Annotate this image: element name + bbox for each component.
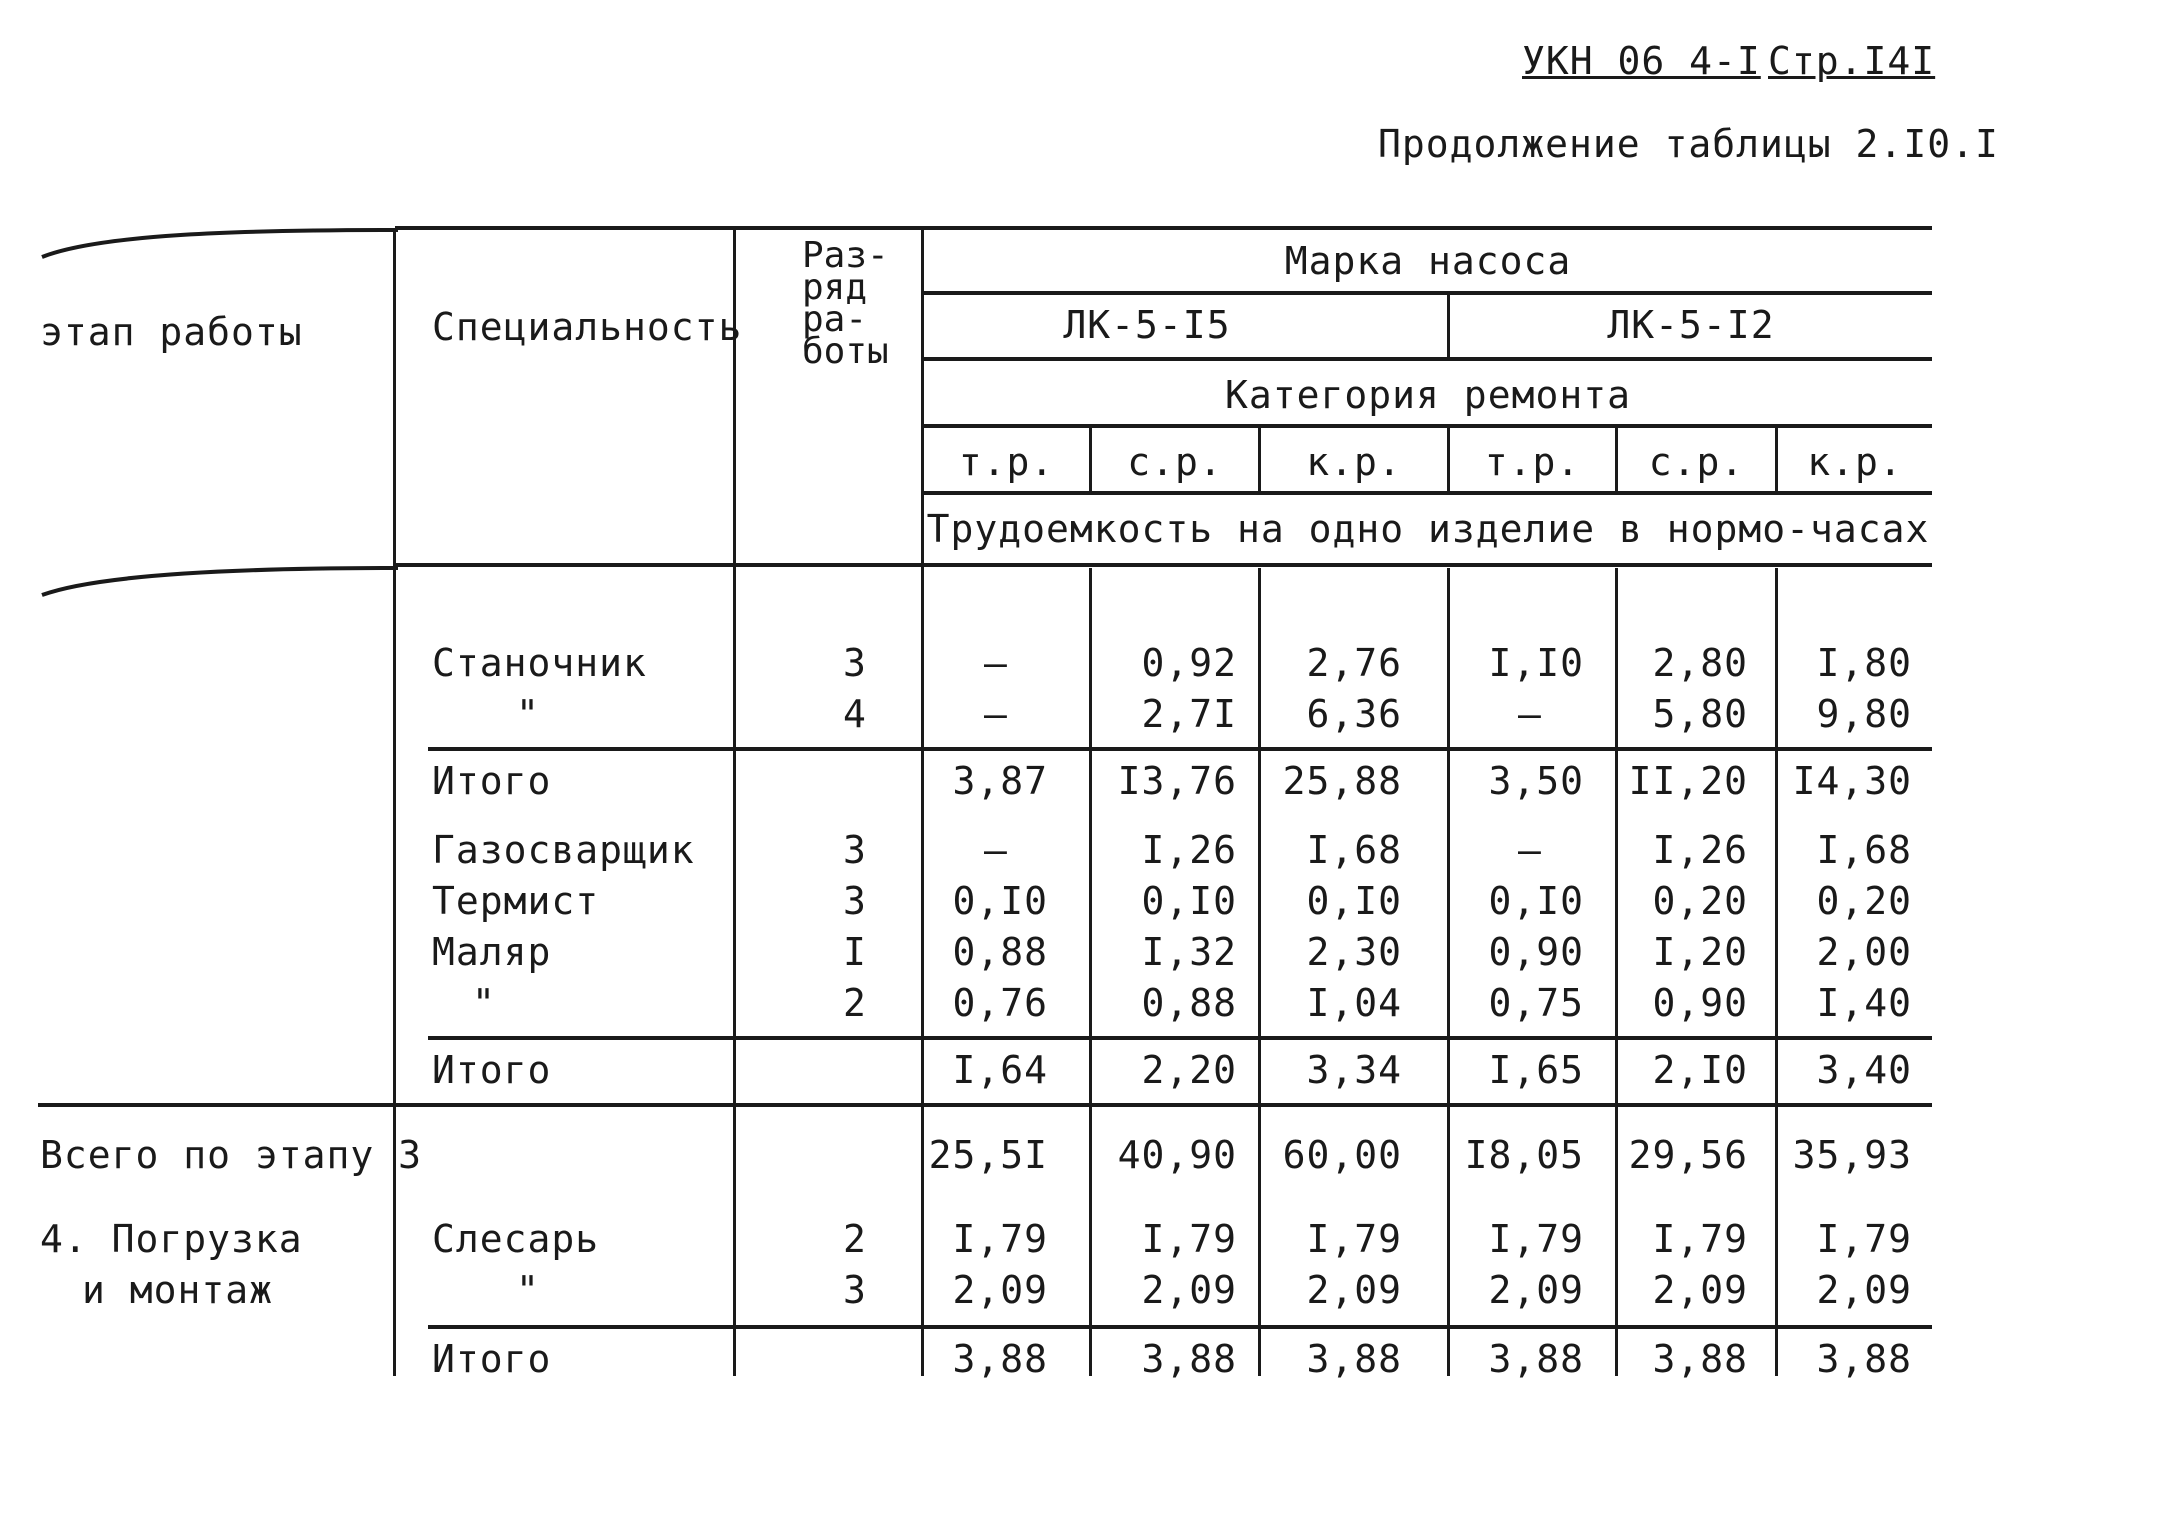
- row-specialty: Термист: [432, 879, 600, 923]
- top-left-curve: [40, 222, 400, 262]
- row-stage: Всего по этапу 3: [40, 1133, 423, 1177]
- row-value: I,04: [1306, 981, 1402, 1025]
- row-value: –: [984, 641, 1008, 685]
- rule-before-total-2: [428, 1036, 1932, 1040]
- row-specialty: Маляр: [432, 930, 552, 974]
- row-value: 2,80: [1652, 641, 1748, 685]
- row-grade: 4: [843, 692, 867, 736]
- row-value: I,26: [1141, 828, 1237, 872]
- row-value: I,79: [952, 1217, 1048, 1261]
- row-value: 3,88: [1141, 1337, 1237, 1381]
- row-value: 2,09: [1488, 1268, 1584, 1312]
- row-value: 2,09: [1306, 1268, 1402, 1312]
- row-value: –: [984, 828, 1008, 872]
- row-value: I,79: [1652, 1217, 1748, 1261]
- header-pump-2: ЛК-5-I2: [1607, 303, 1775, 347]
- row-value: –: [1518, 692, 1542, 736]
- header-grade-line: Раз-: [802, 235, 889, 276]
- row-value: I4,30: [1792, 759, 1912, 803]
- row-value: 0,88: [952, 930, 1048, 974]
- top-rule: [395, 226, 1932, 230]
- row-grade: 3: [843, 828, 867, 872]
- row-value: 3,88: [1652, 1337, 1748, 1381]
- header-repair-category: Категория ремонта: [1225, 373, 1631, 417]
- row-value: 3,88: [1488, 1337, 1584, 1381]
- header-grade-line: боты: [802, 331, 889, 372]
- row-value: 2,30: [1306, 930, 1402, 974]
- table-continuation-title: Продолжение таблицы 2.I0.I: [1378, 122, 1999, 166]
- row-value: 0,20: [1816, 879, 1912, 923]
- row-value: 3,40: [1816, 1048, 1912, 1092]
- row-specialty: Станочник: [432, 641, 647, 685]
- row-value: 0,20: [1652, 879, 1748, 923]
- row-value: I,26: [1652, 828, 1748, 872]
- row-value: 3,50: [1488, 759, 1584, 803]
- row-value: 2,09: [952, 1268, 1048, 1312]
- header-bottom-curve: [40, 560, 400, 600]
- row-specialty: Итого: [432, 1048, 552, 1092]
- row-grade: 3: [843, 879, 867, 923]
- row-value: –: [1518, 828, 1542, 872]
- row-specialty: Итого: [432, 1337, 552, 1381]
- document-code: УКН 06 4-I: [1522, 39, 1761, 83]
- row-value: I,79: [1488, 1217, 1584, 1261]
- row-value: I,32: [1141, 930, 1237, 974]
- row-grade: 2: [843, 981, 867, 1025]
- row-grade: 3: [843, 1268, 867, 1312]
- row-specialty: Итого: [432, 759, 552, 803]
- row-value: 6,36: [1306, 692, 1402, 736]
- row-grade: 2: [843, 1217, 867, 1261]
- row-value: 0,90: [1652, 981, 1748, 1025]
- header-unit: Трудоемкость на одно изделие в нормо-часах: [926, 507, 1930, 551]
- row-value: I,I0: [1488, 641, 1584, 685]
- row-specialty: Газосварщик: [432, 828, 695, 872]
- rule-below-brand: [922, 291, 1932, 295]
- row-value: 3,88: [1816, 1337, 1912, 1381]
- rule-below-category: [922, 424, 1932, 428]
- header-bottom-rule: [395, 563, 1932, 567]
- header-specialty: Специальность: [432, 305, 743, 349]
- header-cat-5: с.р.: [1648, 440, 1745, 484]
- row-value: I,65: [1488, 1048, 1584, 1092]
- header-stage: этап работы: [40, 310, 303, 354]
- row-value: 0,I0: [1306, 879, 1402, 923]
- row-stage: и монтаж: [82, 1268, 274, 1312]
- row-value: 3,87: [952, 759, 1048, 803]
- row-value: 3,88: [1306, 1337, 1402, 1381]
- rule-below-pumps: [922, 357, 1932, 361]
- row-value: 60,00: [1282, 1133, 1402, 1177]
- header-grade-line: ряд: [802, 267, 868, 308]
- row-value: –: [984, 692, 1008, 736]
- row-value: 2,76: [1306, 641, 1402, 685]
- row-value: I,64: [952, 1048, 1048, 1092]
- header-cat-4: т.р.: [1484, 440, 1581, 484]
- row-value: 0,I0: [1488, 879, 1584, 923]
- row-value: 0,76: [952, 981, 1048, 1025]
- row-value: 0,I0: [952, 879, 1048, 923]
- row-value: I,40: [1816, 981, 1912, 1025]
- row-value: 40,90: [1117, 1133, 1237, 1177]
- row-value: 2,I0: [1652, 1048, 1748, 1092]
- header-grade-line: ра-: [802, 299, 868, 340]
- row-stage: 4. Погрузка: [40, 1217, 303, 1261]
- row-specialty: ": [516, 692, 540, 736]
- row-grade: 3: [843, 641, 867, 685]
- header-pump-brand: Марка насоса: [1284, 239, 1572, 283]
- row-value: I,79: [1141, 1217, 1237, 1261]
- row-value: I8,05: [1464, 1133, 1584, 1177]
- row-specialty: ": [472, 981, 496, 1025]
- row-value: 0,92: [1141, 641, 1237, 685]
- row-value: 3,88: [952, 1337, 1048, 1381]
- row-value: 2,20: [1141, 1048, 1237, 1092]
- row-specialty: ": [516, 1268, 540, 1312]
- row-grade: I: [843, 930, 867, 974]
- row-value: 25,88: [1282, 759, 1402, 803]
- header-cat-1: т.р.: [958, 440, 1055, 484]
- page-number: Стр.I4I: [1768, 39, 1936, 83]
- row-value: 0,I0: [1141, 879, 1237, 923]
- header-pump-1: ЛК-5-I5: [1063, 303, 1231, 347]
- row-value: 29,56: [1628, 1133, 1748, 1177]
- row-value: I,79: [1816, 1217, 1912, 1261]
- row-value: 35,93: [1792, 1133, 1912, 1177]
- row-value: 2,00: [1816, 930, 1912, 974]
- row-value: 2,09: [1652, 1268, 1748, 1312]
- row-value: 9,80: [1816, 692, 1912, 736]
- header-cat-3: к.р.: [1306, 440, 1402, 484]
- header-cat-2: с.р.: [1127, 440, 1223, 484]
- row-value: 2,09: [1141, 1268, 1237, 1312]
- header-grade: [802, 235, 889, 372]
- row-value: 2,7I: [1141, 692, 1237, 736]
- row-value: I3,76: [1117, 759, 1237, 803]
- row-value: 0,88: [1141, 981, 1237, 1025]
- row-value: 25,5I: [928, 1133, 1048, 1177]
- rule-below-subcategories: [922, 491, 1932, 495]
- rule-before-stage-total: [38, 1103, 1932, 1107]
- rule-before-total-1: [428, 747, 1932, 751]
- row-value: 2,09: [1816, 1268, 1912, 1312]
- row-value: II,20: [1628, 759, 1748, 803]
- row-specialty: Слесарь: [432, 1217, 600, 1261]
- row-value: 0,90: [1488, 930, 1584, 974]
- header-cat-6: к.р.: [1807, 440, 1903, 484]
- row-value: 5,80: [1652, 692, 1748, 736]
- rule-before-total-3: [428, 1325, 1932, 1329]
- row-value: 3,34: [1306, 1048, 1402, 1092]
- row-value: I,68: [1816, 828, 1912, 872]
- row-value: 0,75: [1488, 981, 1584, 1025]
- col-line-stage: [393, 228, 396, 1376]
- col-line-specialty: [733, 228, 736, 1376]
- row-value: I,20: [1652, 930, 1748, 974]
- row-value: I,79: [1306, 1217, 1402, 1261]
- row-value: I,68: [1306, 828, 1402, 872]
- row-value: I,80: [1816, 641, 1912, 685]
